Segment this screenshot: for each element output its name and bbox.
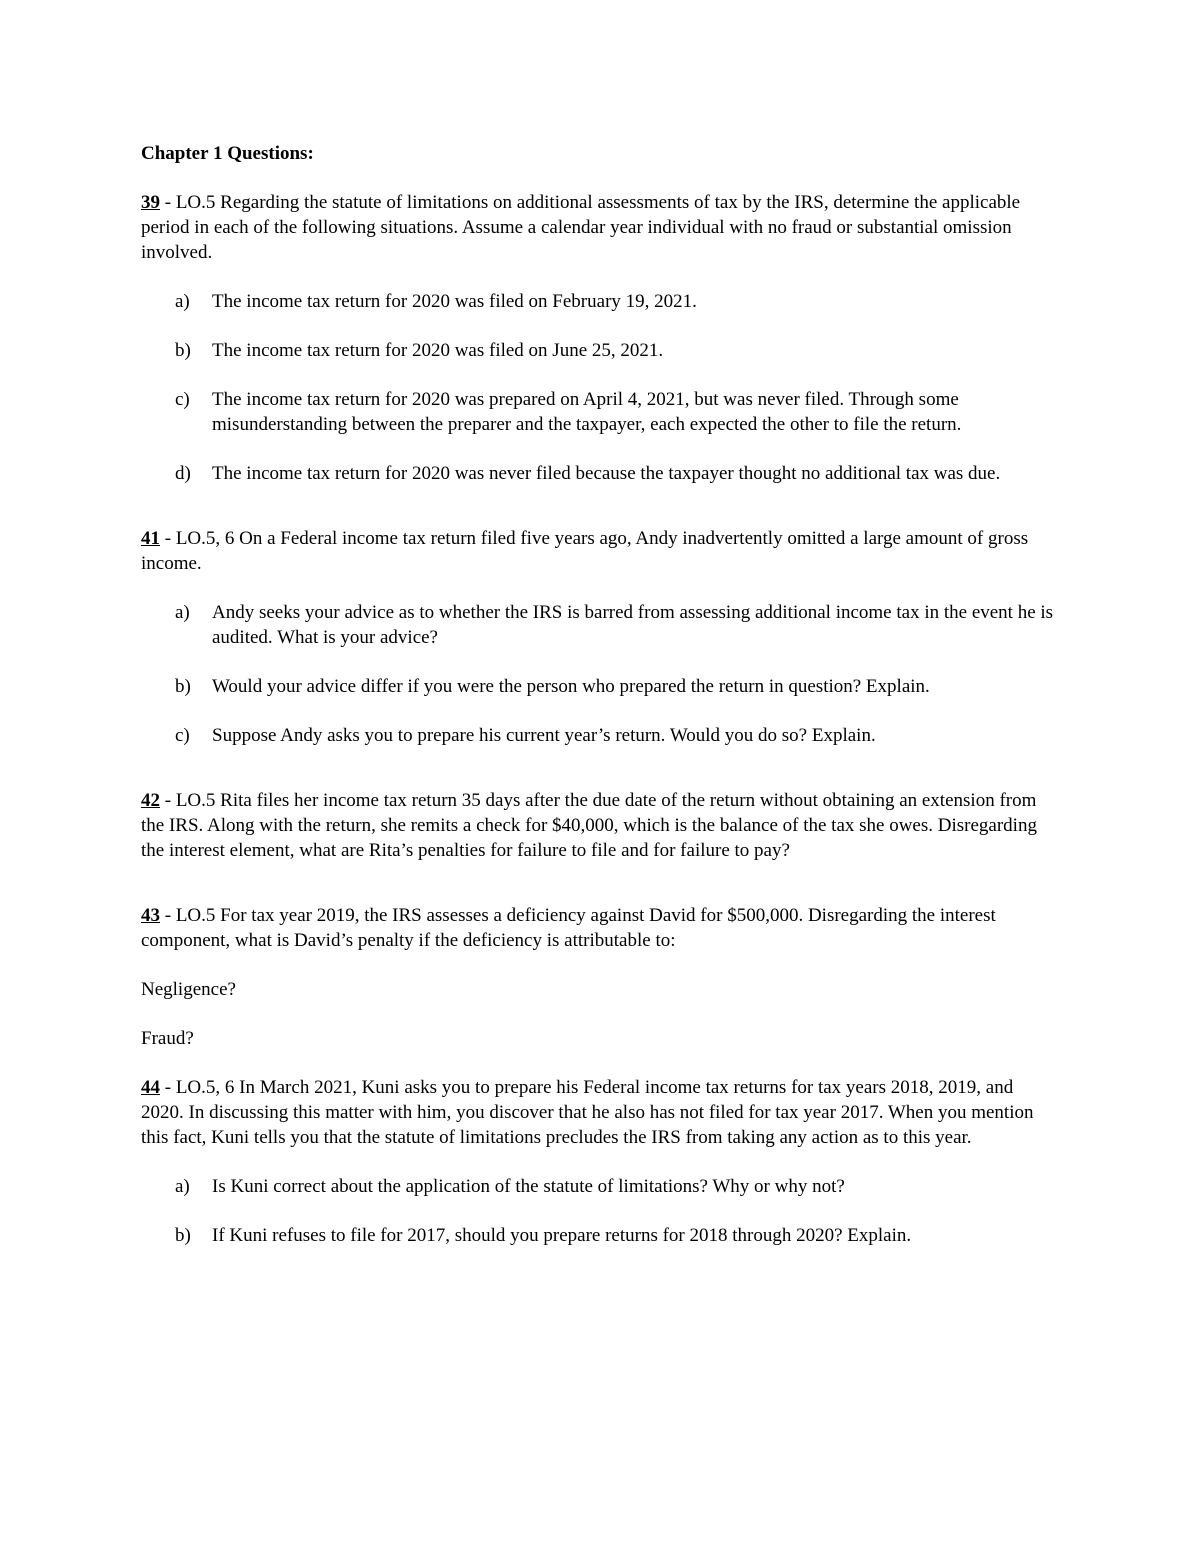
question-number: 42 bbox=[141, 790, 160, 811]
item-marker: b) bbox=[175, 340, 191, 361]
list-item bbox=[141, 1223, 1060, 1248]
item-marker: d) bbox=[175, 463, 191, 484]
question-separator: - bbox=[160, 1077, 176, 1098]
item-marker: b) bbox=[175, 1225, 191, 1246]
item-text: The income tax return for 2020 was filed on June 25, 2021. bbox=[212, 340, 664, 361]
item-text: Suppose Andy asks you to prepare his current year’s return. Would you do so? Explain. bbox=[212, 725, 876, 746]
question-separator: - bbox=[160, 790, 176, 811]
question-39 bbox=[141, 190, 1060, 486]
question-43-prompt bbox=[141, 903, 1060, 953]
question-44 bbox=[141, 1075, 1060, 1248]
question-text: LO.5 Rita files her income tax return 35 days after the due date of the return without obtaining an extension from the IRS. Along with the return, she remits a check for $40,000, which is the balance of the tax she owes. Disregarding the interest element, what are Rita’s penalties for failure to file and for failure to pay? bbox=[141, 790, 1037, 861]
question-text: LO.5, 6 In March 2021, Kuni asks you to prepare his Federal income tax returns for tax years 2018, 2019, and 2020. In discussing this matter with him, you discover that he also has not filed for tax year 2017. When you mention this fact, Kuni tells you that the statute of limitations precludes the IRS from taking any action as to this year. bbox=[141, 1077, 1034, 1148]
list-item bbox=[141, 600, 1060, 650]
item-text: The income tax return for 2020 was never filed because the taxpayer thought no additional tax was due. bbox=[212, 463, 1001, 484]
question-41 bbox=[141, 526, 1060, 748]
question-number: 43 bbox=[141, 905, 160, 926]
item-text: If Kuni refuses to file for 2017, should you prepare returns for 2018 through 2020? Explain. bbox=[212, 1225, 912, 1246]
question-text: LO.5 For tax year 2019, the IRS assesses a deficiency against David for $500,000. Disregarding the interest component, what is David’s penalty if the deficiency is attributable to: bbox=[141, 905, 996, 951]
item-text: The income tax return for 2020 was filed on February 19, 2021. bbox=[212, 291, 697, 312]
question-text: LO.5 Regarding the statute of limitations on additional assessments of tax by the IRS, determine the applicable period in each of the following situations. Assume a calendar year individual with no fraud or substantial omission involved. bbox=[141, 192, 1021, 263]
question-41-subitems bbox=[141, 600, 1060, 748]
item-marker: a) bbox=[175, 602, 190, 623]
question-separator: - bbox=[160, 528, 176, 549]
question-number: 44 bbox=[141, 1077, 160, 1098]
question-number: 41 bbox=[141, 528, 160, 549]
list-item bbox=[141, 387, 1060, 437]
question-separator: - bbox=[160, 192, 176, 213]
item-text: Andy seeks your advice as to whether the IRS is barred from assessing additional income tax in the event he is audited. What is your advice? bbox=[212, 602, 1054, 648]
list-item bbox=[141, 723, 1060, 748]
item-text: Is Kuni correct about the application of the statute of limitations? Why or why not? bbox=[212, 1176, 845, 1197]
question-41-prompt bbox=[141, 526, 1060, 576]
item-marker: b) bbox=[175, 676, 191, 697]
question-42 bbox=[141, 788, 1060, 863]
question-44-prompt bbox=[141, 1075, 1060, 1150]
question-number: 39 bbox=[141, 192, 160, 213]
list-item bbox=[141, 674, 1060, 699]
item-marker: c) bbox=[175, 725, 190, 746]
chapter-heading: Chapter 1 Questions: bbox=[141, 143, 314, 164]
question-44-subitems bbox=[141, 1174, 1060, 1248]
list-item bbox=[141, 338, 1060, 363]
list-item bbox=[141, 1174, 1060, 1199]
question-text: LO.5, 6 On a Federal income tax return filed five years ago, Andy inadvertently omitted a large amount of gross income. bbox=[141, 528, 1029, 574]
negligence-line: Negligence? bbox=[141, 979, 236, 1000]
item-marker: a) bbox=[175, 1176, 190, 1197]
item-marker: c) bbox=[175, 389, 190, 410]
item-marker: a) bbox=[175, 291, 190, 312]
question-separator: - bbox=[160, 905, 176, 926]
list-item bbox=[141, 461, 1060, 486]
question-39-prompt bbox=[141, 190, 1060, 265]
question-39-subitems bbox=[141, 289, 1060, 486]
item-text: Would your advice differ if you were the person who prepared the return in question? Explain. bbox=[212, 676, 930, 697]
item-text: The income tax return for 2020 was prepared on April 4, 2021, but was never filed. Through some misunderstanding between the preparer and the taxpayer, each expected the other to file the return. bbox=[212, 389, 962, 435]
fraud-line: Fraud? bbox=[141, 1028, 194, 1049]
question-43 bbox=[141, 903, 1060, 1051]
list-item bbox=[141, 289, 1060, 314]
